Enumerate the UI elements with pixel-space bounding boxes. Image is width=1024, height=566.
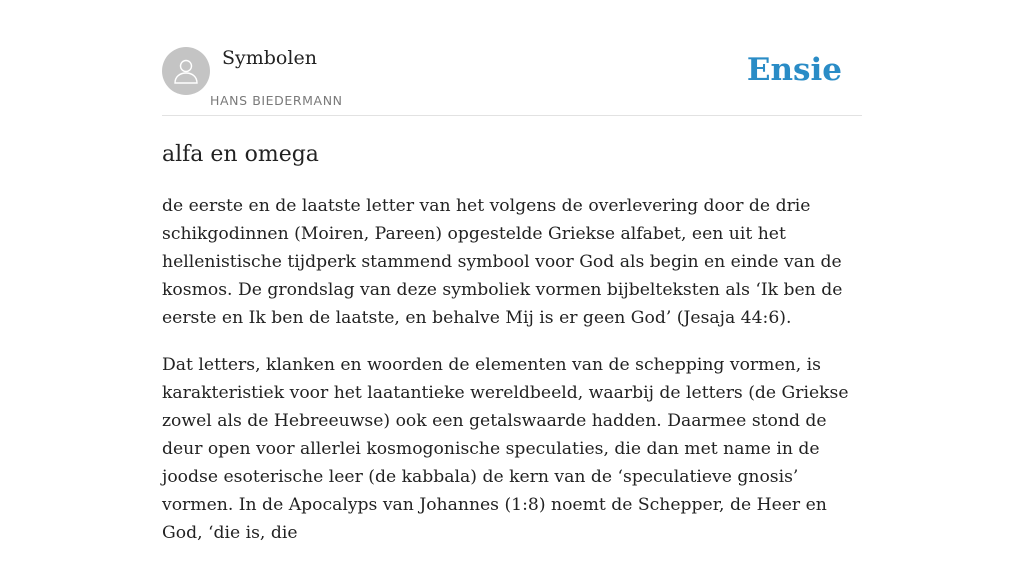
avatar[interactable] xyxy=(162,47,210,95)
page-header xyxy=(162,0,862,116)
author-name[interactable]: HANS BIEDERMANN xyxy=(210,93,343,108)
book-title[interactable]: Symbolen xyxy=(222,47,317,69)
user-icon xyxy=(171,56,201,86)
article-body xyxy=(162,192,862,566)
brand-logo[interactable]: Ensie xyxy=(746,52,842,88)
article-paragraph: Dat letters, klanken en woorden de elementen van de schepping vormen, is karakteristiek voor het laatantieke wereldbeeld, waarbij de letters (de Griekse zowel als de Hebreeuwse) ook een getalswaarde hadden. Daarmee stond de deur open voor allerlei kosmogonische speculaties, die dan met name in de joodse esoterische leer (de kabbala) de kern van de ‘speculatieve gnosis’ vormen. In de Apocalyps van Johannes (1:8) noemt de Schepper, de Heer en God, ‘die is, die xyxy=(162,355,849,543)
article-paragraph: de eerste en de laatste letter van het volgens de overlevering door de drie schikgodinnen (Moiren, Pareen) opgestelde Griekse alfabet, een uit het hellenistische tijdperk stammend symbool voor God als begin en einde van de kosmos. De grondslag van deze symboliek vormen bijbelteksten als ‘Ik ben de eerste en Ik ben de laatste, en behalve Mij is er geen God’ (Jesaja 44:6). xyxy=(162,196,843,328)
content-container xyxy=(162,0,862,543)
article-title: alfa en omega xyxy=(162,142,319,167)
